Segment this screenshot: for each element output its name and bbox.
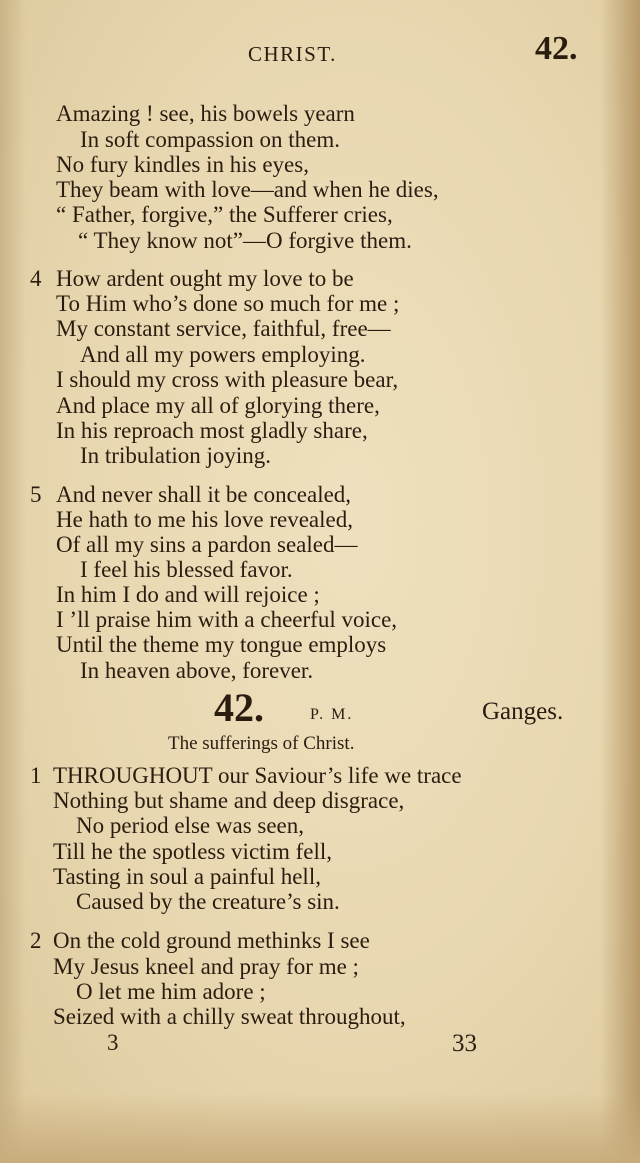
stanza-line: “ They know not”—O forgive them. — [78, 228, 412, 253]
signature-mark: 3 — [107, 1030, 119, 1055]
stanza-line: My Jesus kneel and pray for me ; — [53, 954, 359, 979]
page-edge-shadow-bottom — [0, 1093, 640, 1163]
verse-number: 5 — [30, 482, 42, 507]
verse-number: 2 — [30, 928, 42, 953]
stanza-line: Till he the spotless victim fell, — [53, 839, 332, 864]
stanza-line: Seized with a chilly sweat throughout, — [53, 1004, 406, 1029]
stanza-line: Until the theme my tongue employs — [56, 632, 387, 657]
verse-number: 1 — [30, 763, 42, 788]
stanza-line: Amazing ! see, his bowels yearn — [56, 101, 355, 126]
stanza-line: In tribulation joying. — [80, 443, 272, 468]
hymn-meter: P. M. — [310, 706, 354, 723]
running-title: CHRIST. — [248, 42, 337, 66]
stanza-line: Tasting in soul a painful hell, — [53, 864, 321, 889]
stanza-line: O let me him adore ; — [76, 979, 266, 1004]
opening-word: THROUGHOUT — [53, 763, 213, 788]
stanza-line: To Him who’s done so much for me ; — [56, 291, 400, 316]
stanza-line: No fury kindles in his eyes, — [56, 152, 309, 177]
stanza-line: Caused by the creature’s sin. — [76, 889, 340, 914]
hymn-number: 42. — [214, 685, 264, 730]
opening-line-rest: our Saviour’s life we trace — [212, 763, 462, 788]
stanza-line: And place my all of glorying there, — [56, 393, 380, 418]
stanza-line: And all my powers employing. — [80, 342, 366, 367]
page-edge-shadow-right — [600, 0, 640, 1163]
page-number: 42. — [535, 30, 578, 67]
stanza-line: My constant service, faithful, free— — [56, 316, 391, 341]
folio-number: 33 — [452, 1030, 477, 1057]
stanza-line: No period else was seen, — [76, 813, 305, 838]
stanza-line: In soft compassion on them. — [80, 127, 340, 152]
stanza-line: And never shall it be concealed, — [56, 482, 352, 507]
page-edge-shadow-left — [0, 0, 26, 1163]
stanza-line: In him I do and will rejoice ; — [56, 582, 320, 607]
hymn-subtitle: The sufferings of Christ. — [168, 733, 355, 754]
stanza-line: In heaven above, forever. — [80, 658, 314, 683]
stanza-line: I feel his blessed favor. — [80, 557, 293, 582]
stanza-line: “ Father, forgive,” the Sufferer cries, — [56, 202, 393, 227]
verse-number: 4 — [30, 266, 42, 291]
stanza-line: How ardent ought my love to be — [56, 266, 354, 291]
stanza-line: I should my cross with pleasure bear, — [56, 367, 399, 392]
stanza-line: I ’ll praise him with a cheerful voice, — [56, 607, 398, 632]
stanza-line: He hath to me his love revealed, — [56, 507, 353, 532]
stanza-line: Of all my sins a pardon sealed— — [56, 532, 358, 557]
stanza-line: In his reproach most gladly share, — [56, 418, 368, 443]
stanza-line: They beam with love—and when he dies, — [56, 177, 439, 202]
stanza-line: On the cold ground methinks I see — [53, 928, 370, 953]
tune-name: Ganges. — [482, 698, 564, 725]
stanza-line: Nothing but shame and deep disgrace, — [53, 788, 405, 813]
stanza-line-first — [53, 763, 462, 789]
